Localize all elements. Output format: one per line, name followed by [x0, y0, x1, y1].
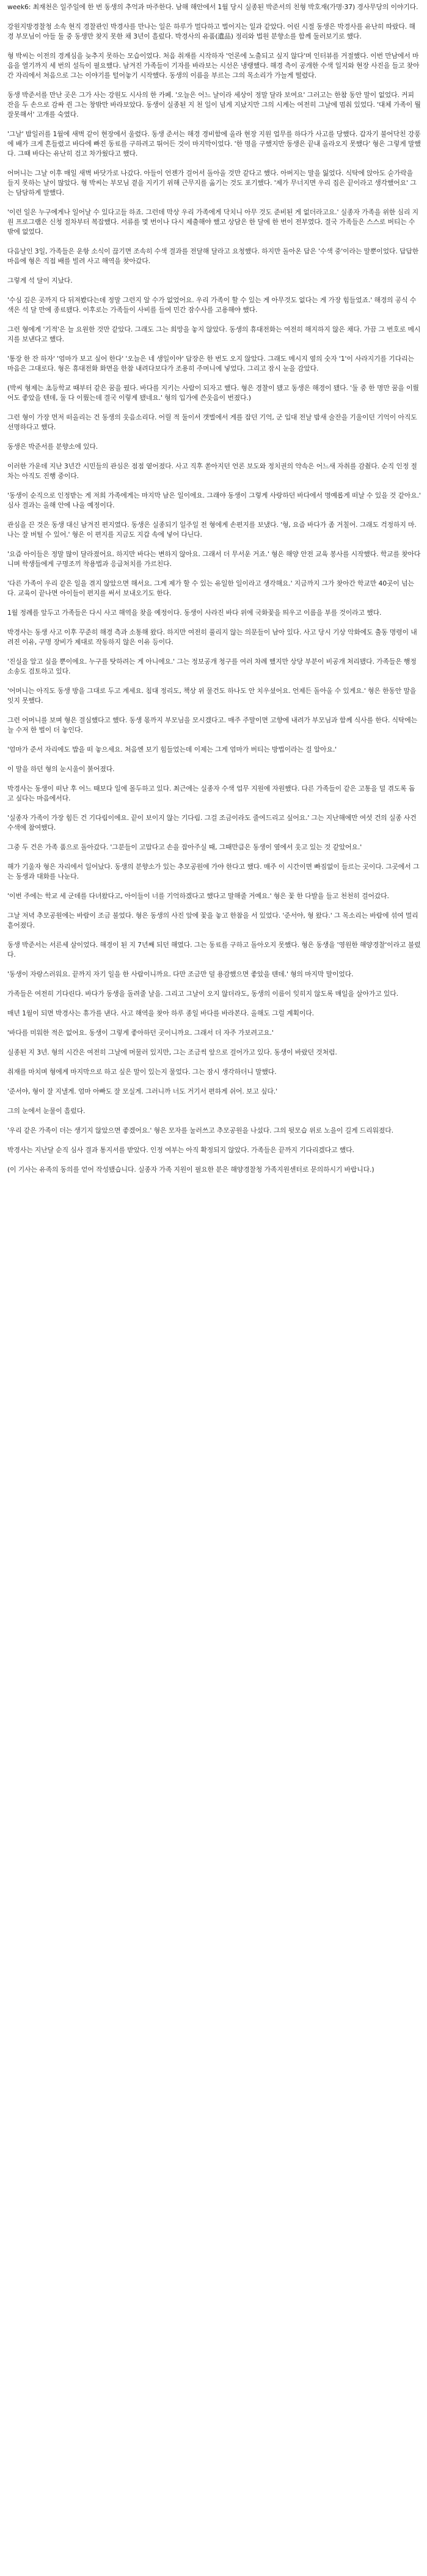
paragraph: '수심 깊은 곳까지 다 뒤져봤다는데 정말 그런지 알 수가 없었어요. 우리 가족이 할 수 있는 게 아무것도 없다는 게 가장 힘들었죠.' 해경의 공식 수색은 석 달 만에 종료됐다. 이후로는 가족들이 사비를 들여 민간 잠수사를 고용해야 했다. [7, 296, 417, 314]
paragraph: 이러한 가운데 지난 3년간 시민들의 관심은 점점 옅어졌다. 사고 직후 쏟아지던 언론 보도와 정치권의 약속은 어느새 자취를 감췄다. 순직 인정 절차는 아직도 진행 중이다. [7, 462, 417, 480]
paragraph: 그런 형이 가장 먼저 떠올리는 건 동생의 웃음소리다. 어릴 적 둘이서 갯벌에서 게를 잡던 기억, 군 입대 전날 밤새 술잔을 기울이던 기억이 아직도 선명하다고 했다. [7, 413, 419, 431]
paragraph: (이 기사는 유족의 동의를 얻어 작성됐습니다. 실종자 가족 지원이 필요한 분은 해양경찰청 가족지원센터로 문의하시기 바랍니다.) [7, 1166, 374, 1174]
paragraph: '이번 주에는 학교 세 군데를 다녀왔다고, 아이들이 너를 기억하겠다고 했다고 말해줄 거예요.' 형은 꽃 한 다발을 들고 천천히 걸어갔다. [7, 892, 389, 900]
paragraph: 그중 두 건은 가족 품으로 돌아갔다. '그분들이 고맙다고 손을 잡아주실 때, 그때만큼은 동생이 옆에서 웃고 있는 것 같았어요.' [7, 843, 362, 851]
paragraph: '다른 가족이 우리 같은 일을 겪지 않았으면 해서요. 그게 제가 할 수 있는 유일한 일이라고 생각해요.' 지금까지 그가 찾아간 학교만 40곳이 넘는다. 교육이 끝나면 아이들이 편지를 써서 보내오기도 한다. [7, 579, 414, 597]
paragraph: 강원지방경찰청 소속 현직 경찰관인 박경사를 만나는 일은 하루가 멀다하고 벌어지는 일과 같았다. 어린 시절 동생은 박경사를 유난히 따랐다. 해경 부모님이 아들 둘 중 동생만 찾지 못한 채 3년이 흘렀다. 박경사의 유품(遺品) 정리와 법원 분향소를 함께 둘러보기로 했다. [7, 23, 415, 40]
paragraph: 1월 정례를 앞두고 가족들은 다시 사고 해역을 찾을 예정이다. 동생이 사라진 바다 위에 국화꽃을 띄우고 이름을 부를 것이라고 했다. [7, 609, 382, 617]
paragraph: '바다를 미워한 적은 없어요. 동생이 그렇게 좋아하던 곳이니까요. 그래서 더 자주 가보려고요.' [7, 1029, 274, 1037]
paragraph: '동생이 자랑스러워요. 끝까지 자기 일을 한 사람이니까요. 다만 조금만 덜 용감했으면 좋았을 텐데.' 형의 마지막 말이었다. [7, 970, 354, 978]
paragraph: 그런 어머니를 보며 형은 결심했다고 했다. 동생 몫까지 부모님을 모시겠다고. 매주 주말이면 고향에 내려가 부모님과 함께 식사를 한다. 식탁에는 늘 수저 한 벌이 더 놓인다. [7, 716, 420, 734]
paragraph: 박경사는 동생 사고 이후 꾸준히 해경 측과 소통해 왔다. 하지만 여전히 풀리지 않는 의문들이 남아 있다. 사고 당시 기상 악화에도 출동 명령이 내려진 이유, 구명 장비가 제대로 작동하지 않은 이유 등이다. [7, 628, 417, 646]
paragraph: 가족들은 여전히 기다린다. 바다가 동생을 돌려줄 날을. 그리고 그날이 오지 않더라도, 동생의 이름이 잊히지 않도록 매일을 살아가고 있다. [7, 990, 398, 998]
paragraph: '이런 일은 누구에게나 일어날 수 있다고들 하죠. 그런데 막상 우리 가족에게 닥치니 아무 것도 준비된 게 없더라고요.' 실종자 가족을 위한 심리 지원 프로그램은 신청 절차부터 복잡했다. 서류를 몇 번이나 다시 제출해야 했고 상담은 한 달에 한 번이 전부였다. 결국 가족들은 스스로 버티는 수밖에 없었다. [7, 208, 418, 236]
paragraph: 어머니는 그날 이후 매일 새벽 바닷가로 나갔다. 아들이 언젠가 걸어서 돌아올 것만 같다고 했다. 아버지는 말을 잃었다. 식탁에 앉아도 숟가락을 들지 못하는 날이 많았다. 형 박씨는 부모님 곁을 지키기 위해 근무지를 옮기는 것도 포기했다. '제가 무너지면 우리 집은 끝이라고 생각했어요' 그는 담담하게 말했다. [7, 169, 417, 197]
paragraph: '동생이 순직으로 인정받는 게 저희 가족에게는 마지막 남은 일이에요. 그래야 동생이 그렇게 사랑하던 바다에서 명예롭게 떠날 수 있을 것 같아요.' 심사 결과는 올해 안에 나올 예정이다. [7, 492, 423, 509]
paragraph: '진실을 알고 싶을 뿐이에요. 누구를 탓하려는 게 아니에요.' 그는 정보공개 청구를 여러 차례 했지만 상당 부분이 비공개 처리됐다. 가족들은 행정소송도 검토하고 있다. [7, 658, 417, 675]
paragraph: 형 박씨는 이전의 경계심을 늦추지 못하는 모습이었다. 처음 취재를 시작하자 '언론에 노출되고 싶지 않다'며 인터뷰를 거절했다. 이번 만남에서 마음을 열기까지 세 번의 설득이 필요했다. 남겨진 가족들이 기자를 바라보는 시선은 냉랭했다. 해경 측이 공개한 수색 일지와 현장 사진을 들고 찾아간 자리에서 처음으로 그는 이야기를 털어놓기 시작했다. 동생의 이름을 부르는 그의 목소리가 가늘게 떨렸다. [7, 52, 420, 79]
paragraph: 그런 형에게 '기적'은 늘 요원한 것만 같았다. 그래도 그는 희망을 놓지 않았다. 동생의 휴대전화는 여전히 해지하지 않은 채다. 가끔 그 번호로 메시지를 보낸다고 했다. [7, 325, 421, 343]
paragraph: 실종된 지 3년. 형의 시간은 여전히 그날에 머물러 있지만, 그는 조금씩 앞으로 걸어가고 있다. 동생이 바랐던 것처럼. [7, 1048, 337, 1056]
paragraph: 동생은 박준서를 분향소에 있다. [7, 443, 98, 451]
paragraph: '실종자 가족이 가장 힘든 건 기다림이에요. 끝이 보이지 않는 기다림. 그걸 조금이라도 줄여드리고 싶어요.' 그는 지난해에만 여섯 건의 실종 사건 수색에 참여했다. [7, 814, 418, 832]
paragraph: week6: 최재천은 일주일에 한 번 동생의 추억과 마주한다. 남해 해안에서 1월 당시 실종된 박준서의 친형 박호재(가명·37) 경사무당의 이야기다. [7, 3, 418, 11]
paragraph: 다음날인 3일, 가족들은 운항 소식이 끊기면 조속히 수색 결과를 전달해 달라고 요청했다. 하지만 돌아온 답은 '수색 중'이라는 말뿐이었다. 답답한 마음에 형은 직접 배를 빌려 사고 해역을 찾아갔다. [7, 247, 421, 265]
paragraph: '우리 같은 가족이 더는 생기지 않았으면 좋겠어요.' 형은 모자를 눌러쓰고 추모공원을 나섰다. 그의 뒷모습 위로 노을이 길게 드리워졌다. [7, 1127, 393, 1134]
paragraph: 박경사는 지난달 순직 심사 결과 통지서를 받았다. 인정 여부는 아직 확정되지 않았다. 가족들은 끝까지 기다리겠다고 했다. [7, 1146, 354, 1154]
paragraph: 취재를 마치며 형에게 마지막으로 하고 싶은 말이 있는지 물었다. 그는 잠시 생각하더니 말했다. [7, 1068, 277, 1076]
paragraph: '그날' 밤일러를 1월에 새벽 같이 현장에서 울렸다. 동생 준서는 해경 경비함에 올라 현장 지원 업무를 하다가 사고를 당했다. 갑자기 불어닥친 강풍에 배가 크게 흔들렸고 바다에 빠진 동료를 구하려고 뛰어든 것이 마지막이었다. '한 명을 구했지만 동생은 끝내 올라오지 못했다' 형은 그렇게 말했다. 그때 바다는 유난히 검고 차가웠다고 했다. [7, 130, 421, 158]
paragraph: 박경사는 동생이 떠난 후 어느 때보다 일에 몰두하고 있다. 최근에는 실종자 수색 업무 지원에 자원했다. 다른 가족들이 같은 고통을 덜 겪도록 돕고 싶다는 마음에서다. [7, 785, 415, 802]
paragraph: 관심을 끈 것은 동생 대신 남겨진 편지였다. 동생은 실종되기 일주일 전 형에게 손편지를 보냈다. '형, 요즘 바다가 좀 거칠어. 그래도 걱정하지 마. 나는 잘 버틸 수 있어.' 형은 이 편지를 지금도 지갑 속에 넣어 다닌다. [7, 521, 419, 539]
paragraph: '통장 한 잔 하자' '엄마가 보고 싶어 한다' '오늘은 네 생일이야' 답장은 한 번도 오지 않았다. 그래도 메시지 옆의 숫자 '1'이 사라지기를 기다리는 마음은 그대로다. 형은 휴대전화 화면을 한참 내려다보다가 조용히 주머니에 넣었다. 그리고 잠시 눈을 감았다. [7, 355, 417, 372]
paragraph: 그날 저녁 추모공원에는 바람이 조금 불었다. 형은 동생의 사진 앞에 꽃을 놓고 한참을 서 있었다. '준서야, 형 왔다.' 그 목소리는 바람에 섞여 멀리 흩어졌다. [7, 912, 420, 929]
paragraph: '엄마가 준서 자리에도 밥을 떠 놓으세요. 처음엔 보기 힘들었는데 이제는 그게 엄마가 버티는 방법이라는 걸 알아요.' [7, 746, 337, 753]
paragraph: 그의 눈에서 눈물이 흘렀다. [7, 1107, 86, 1115]
paragraph: 동생 박준서를 만난 곳은 그가 사는 강원도 시사의 한 카페. '오늘은 어느 날이라 세상이 정말 달라 보여요' 그러고는 한참 동안 말이 없었다. 커피 잔을 두 손으로 감싸 쥔 그는 창밖만 바라보았다. 동생이 실종된 지 천 일이 넘게 지났지만 그의 시계는 여전히 그날에 멈춰 있었다. '대체 가족이 뭘 잘못해서' 고개를 숙였다. [7, 91, 423, 118]
paragraph: '준서야, 형이 잘 지낼게. 엄마 아빠도 잘 모실게. 그러니까 너도 거기서 편하게 쉬어. 보고 싶다.' [7, 1087, 277, 1095]
paragraph: 매년 1월이 되면 박경사는 휴가를 낸다. 사고 해역을 찾아 하루 종일 바다를 바라본다. 올해도 그럴 계획이다. [7, 1009, 314, 1017]
paragraph: 해가 기울자 형은 자리에서 일어났다. 동생의 분향소가 있는 추모공원에 가야 한다고 했다. 매주 이 시간이면 빠짐없이 들르는 곳이다. 그곳에서 그는 동생과 대화를 나눈다. [7, 863, 420, 880]
paragraph: 그렇게 석 달이 지났다. [7, 277, 73, 285]
paragraph: 동생 박준서는 서른세 살이었다. 해경이 된 지 7년째 되던 해였다. 그는 동료를 구하고 돌아오지 못했다. 형은 동생을 '영원한 해양경찰'이라고 불렀다. [7, 941, 421, 959]
paragraph: '요즘 아이들은 정말 많이 달라졌어요. 하지만 바다는 변하지 않아요. 그래서 더 무서운 거죠.' 형은 해양 안전 교육 봉사를 시작했다. 학교를 찾아다니며 학생들에게 구명조끼 착용법과 응급처치를 가르친다. [7, 550, 421, 568]
paragraph: 이 말을 하던 형의 눈시울이 붉어졌다. [7, 765, 115, 773]
paragraph: '어머니는 아직도 동생 방을 그대로 두고 계세요. 침대 정리도, 책상 위 물건도 하나도 안 치우셨어요. 언제든 돌아올 수 있게요.' 형은 한동안 말을 잇지 못했다. [7, 687, 418, 705]
paragraph: (박씨 형제는 초등학교 때부터 같은 꿈을 꿨다. 바다를 지키는 사람이 되자고 했다. 형은 경찰이 됐고 동생은 해경이 됐다. '둘 중 한 명만 꿈을 이뤘어도 좋았을 텐데, 둘 다 이뤘는데 결국 이렇게 됐네요.' 형의 입가에 쓴웃음이 번졌다.) [7, 384, 419, 402]
